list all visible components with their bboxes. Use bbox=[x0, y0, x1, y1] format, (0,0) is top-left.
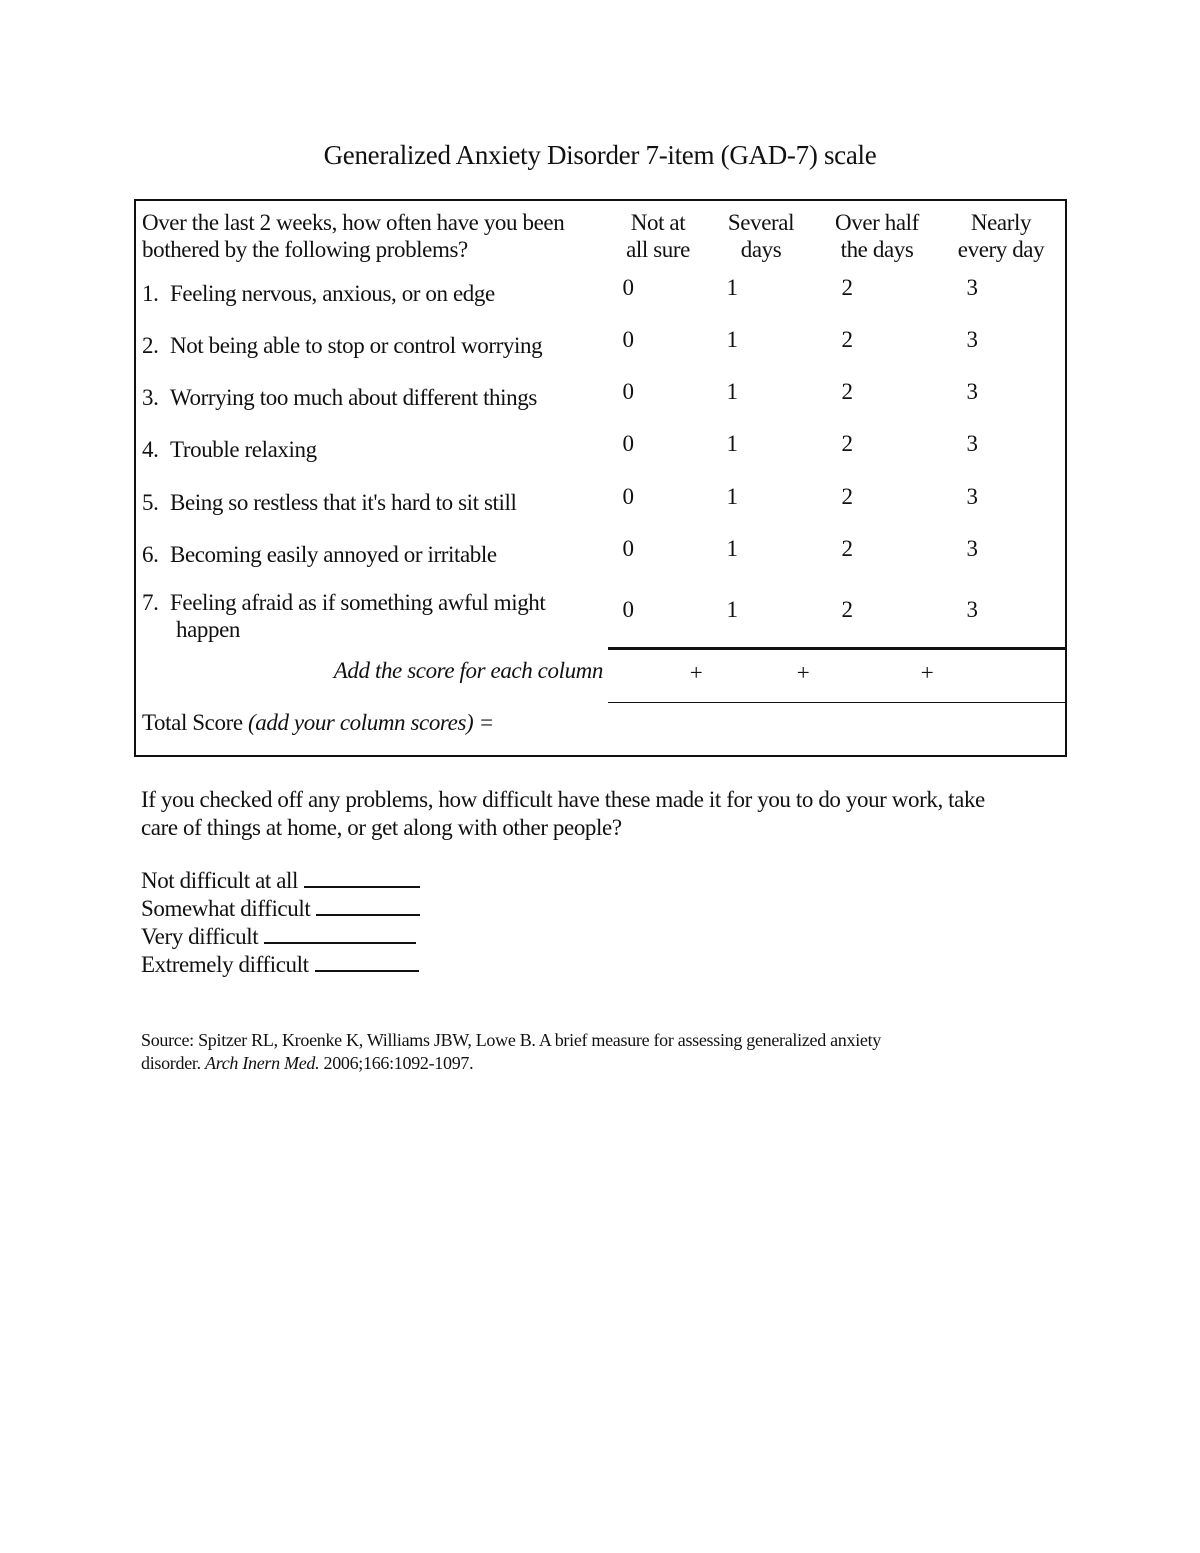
option-somewhat-difficult bbox=[141, 894, 420, 922]
item-question bbox=[142, 280, 602, 307]
score-option[interactable]: 1 bbox=[726, 379, 738, 404]
score-option[interactable]: 1 bbox=[726, 484, 738, 509]
score-option[interactable]: 0 bbox=[622, 275, 634, 300]
score-option[interactable]: 3 bbox=[966, 484, 978, 509]
item-text: Worrying too much about different things bbox=[170, 385, 537, 410]
answer-blank[interactable] bbox=[316, 894, 420, 916]
item-text-continuation: happen bbox=[176, 617, 241, 642]
score-option[interactable]: 3 bbox=[966, 536, 978, 561]
item-number: 7. bbox=[142, 590, 159, 615]
question-header-line1: Over the last 2 weeks, how often have you been bbox=[142, 210, 565, 235]
item-text: Feeling nervous, anxious, or on edge bbox=[170, 281, 495, 306]
score-option[interactable]: 3 bbox=[966, 327, 978, 352]
item-text: Becoming easily annoyed or irritable bbox=[170, 542, 497, 567]
source-journal: Arch Inern Med. bbox=[205, 1053, 320, 1073]
item-question bbox=[142, 541, 602, 568]
item-text: Trouble relaxing bbox=[170, 437, 317, 462]
plus-sign: + bbox=[689, 660, 703, 685]
item-number: 2. bbox=[142, 333, 159, 358]
item-text: Being so restless that it's hard to sit still bbox=[170, 490, 517, 515]
item-question bbox=[142, 489, 602, 516]
column-header-line1: Nearly bbox=[970, 210, 1032, 235]
column-header-line2: every day bbox=[957, 237, 1045, 262]
plus-sign: + bbox=[920, 660, 934, 685]
difficulty-question-line1: If you checked off any problems, how difficult have these made it for you to do your work, take bbox=[141, 787, 985, 812]
score-option[interactable]: 3 bbox=[966, 379, 978, 404]
option-not-difficult bbox=[141, 866, 420, 894]
gad7-table bbox=[134, 199, 1067, 757]
column-header-line1: Over half bbox=[835, 210, 919, 235]
column-header-line2: all sure bbox=[626, 237, 690, 262]
column-header-several-days bbox=[701, 209, 821, 263]
column-header-line1: Several bbox=[727, 210, 795, 235]
source-line2 bbox=[141, 1052, 1041, 1075]
total-score-label bbox=[142, 709, 494, 736]
score-option[interactable]: 0 bbox=[622, 431, 634, 456]
item-text: Feeling afraid as if something awful might bbox=[170, 590, 546, 615]
source-pages: 2006;166:1092-1097. bbox=[319, 1053, 474, 1073]
option-extremely-difficult bbox=[141, 950, 420, 978]
score-option[interactable]: 2 bbox=[841, 536, 853, 561]
score-option[interactable]: 1 bbox=[726, 275, 738, 300]
score-option[interactable]: 2 bbox=[841, 431, 853, 456]
column-header-line1: Not at bbox=[630, 210, 686, 235]
score-option[interactable]: 0 bbox=[622, 536, 634, 561]
column-header-line2: days bbox=[740, 237, 782, 262]
score-option[interactable]: 0 bbox=[622, 327, 634, 352]
difficulty-options bbox=[141, 866, 420, 978]
option-label: Not difficult at all bbox=[141, 868, 299, 893]
option-label: Extremely difficult bbox=[141, 952, 309, 977]
score-option[interactable]: 0 bbox=[622, 379, 634, 404]
score-option[interactable]: 2 bbox=[841, 484, 853, 509]
score-option[interactable]: 1 bbox=[726, 431, 738, 456]
total-score-instruction: (add your column scores) = bbox=[248, 710, 494, 735]
item-question bbox=[142, 589, 602, 643]
difficulty-question bbox=[141, 786, 1071, 842]
option-label: Very difficult bbox=[141, 924, 259, 949]
score-option[interactable]: 2 bbox=[841, 327, 853, 352]
question-header-line2: bothered by the following problems? bbox=[142, 237, 468, 262]
score-option[interactable]: 1 bbox=[726, 327, 738, 352]
column-header-line2: the days bbox=[840, 237, 914, 262]
question-header bbox=[142, 209, 612, 263]
item-text: Not being able to stop or control worrying bbox=[170, 333, 543, 358]
item-question bbox=[142, 436, 602, 463]
sum-line-top bbox=[608, 647, 1065, 650]
item-question bbox=[142, 332, 602, 359]
item-number: 5. bbox=[142, 490, 159, 515]
score-option[interactable]: 2 bbox=[841, 379, 853, 404]
score-option[interactable]: 1 bbox=[726, 536, 738, 561]
option-label: Somewhat difficult bbox=[141, 896, 311, 921]
option-very-difficult bbox=[141, 922, 420, 950]
score-option[interactable]: 1 bbox=[726, 597, 738, 622]
difficulty-question-line2: care of things at home, or get along with other people? bbox=[141, 815, 622, 840]
column-header-not-at-all bbox=[598, 209, 718, 263]
item-number: 1. bbox=[142, 281, 159, 306]
source-line1: Source: Spitzer RL, Kroenke K, Williams JBW, Lowe B. A brief measure for assessing generalized anxiety bbox=[141, 1030, 881, 1050]
item-number: 6. bbox=[142, 542, 159, 567]
score-option[interactable]: 3 bbox=[966, 431, 978, 456]
item-number: 4. bbox=[142, 437, 159, 462]
total-score-text: Total Score bbox=[142, 710, 248, 735]
source-citation bbox=[141, 1029, 1041, 1075]
column-header-over-half bbox=[817, 209, 937, 263]
score-option[interactable]: 3 bbox=[966, 275, 978, 300]
score-option[interactable]: 2 bbox=[841, 597, 853, 622]
answer-blank[interactable] bbox=[315, 950, 419, 972]
source-text: disorder. bbox=[141, 1053, 205, 1073]
item-question bbox=[142, 384, 602, 411]
answer-blank[interactable] bbox=[304, 866, 420, 888]
plus-sign: + bbox=[796, 660, 810, 685]
sum-line-bottom bbox=[608, 702, 1065, 703]
score-option[interactable]: 0 bbox=[622, 484, 634, 509]
item-number: 3. bbox=[142, 385, 159, 410]
add-score-label: Add the score for each column bbox=[333, 658, 603, 683]
column-header-nearly-every-day bbox=[941, 209, 1061, 263]
page-title: Generalized Anxiety Disorder 7-item (GAD-7) scale bbox=[323, 140, 877, 170]
score-option[interactable]: 3 bbox=[966, 597, 978, 622]
score-option[interactable]: 0 bbox=[622, 597, 634, 622]
score-option[interactable]: 2 bbox=[841, 275, 853, 300]
answer-blank[interactable] bbox=[264, 922, 416, 944]
